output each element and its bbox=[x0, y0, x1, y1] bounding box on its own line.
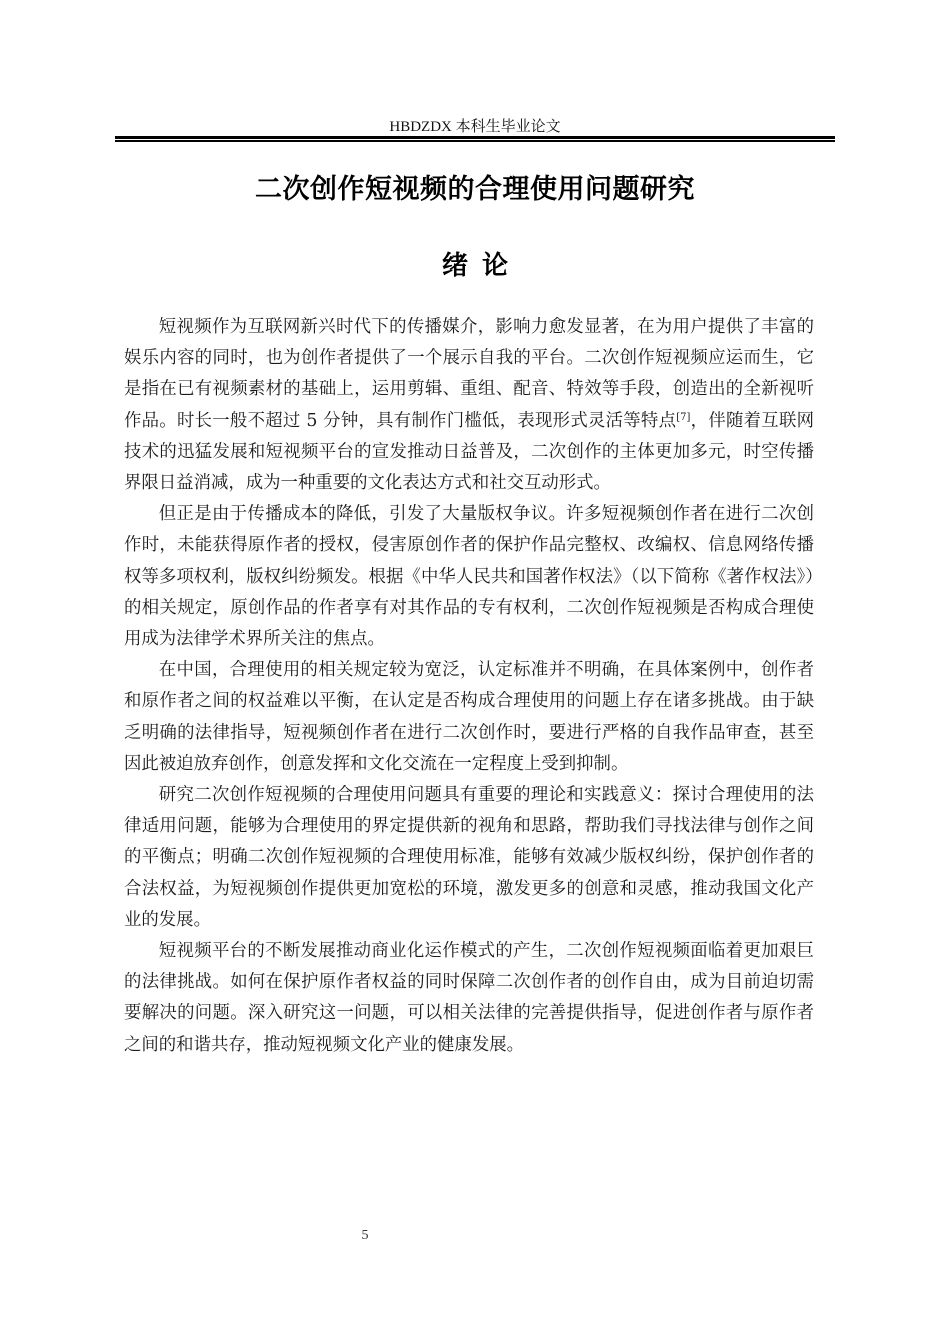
section-heading-introduction: 绪论 bbox=[441, 251, 522, 281]
paragraph-5: 短视频平台的不断发展推动商业化运作模式的产生，二次创作短视频面临着更加艰巨的法律挑战。如何在保护原作者权益的同时保障二次创作者的创作自由，成为目前迫切需要解决的问题。深入研究这一问题，可以相关法律的完善提供指导，促进创作者与原作者之间的和谐共存，推动短视频文化产业的健康发展。 bbox=[124, 941, 814, 1055]
paragraph-3: 在中国，合理使用的相关规定较为宽泛，认定标准并不明确，在具体案例中，创作者和原作者之间的权益难以平衡，在认定是否构成合理使用的问题上存在诸多挑战。由于缺乏明确的法律指导，短视频创作者在进行二次创作时，要进行严格的自我作品审查，甚至因此被迫放弃创作，创意发挥和文化交流在一定程度上受到抑制。 bbox=[124, 660, 814, 774]
paragraph-2: 但正是由于传播成本的降低，引发了大量版权争议。许多短视频创作者在进行二次创作时，未能获得原作者的授权，侵害原创作者的保护作品完整权、改编权、信息网络传播权等多项权利，版权纠纷频发。根据《中华人民共和国著作权法》（以下简称《著作权法》）的相关规定，原创作品的作者享有对其作品的专有权利，二次创作短视频是否构成合理使用成为法律学术界所关注的焦点。 bbox=[124, 504, 814, 650]
header-rule-thin bbox=[115, 140, 835, 142]
running-header: HBDZDX 本科生毕业论文 bbox=[389, 119, 561, 135]
header-double-rule bbox=[115, 136, 835, 142]
paragraph-1-text-a: 短视频作为互联网新兴时代下的传播媒介，影响力愈发显著，在为用户提供了丰富的娱乐内容的同时，也为创作者提供了一个展示自我的平台。二次创作短视频应运而生，它是指在已有视频素材的基础上，运用剪辑、重组、配音、特效等手段，创造出的全新视听作品。时长一般不超过 5 分钟，具有制作门槛低，表现形式灵活等特点 bbox=[124, 317, 814, 431]
page-number: 5 bbox=[361, 1228, 369, 1243]
body-text bbox=[124, 312, 814, 1061]
paragraph-4: 研究二次创作短视频的合理使用问题具有重要的理论和实践意义：探讨合理使用的法律适用问题，能够为合理使用的界定提供新的视角和思路，帮助我们寻找法律与创作之间的平衡点；明确二次创作短视频的合理使用标准，能够有效减少版权纠纷，保护创作者的合法权益，为短视频创作提供更加宽松的环境，激发更多的创意和灵感，推动我国文化产业的发展。 bbox=[124, 785, 814, 930]
thesis-title: 二次创作短视频的合理使用问题研究 bbox=[255, 174, 695, 205]
header-rule-thick bbox=[115, 136, 835, 139]
citation-reference: [7] bbox=[676, 411, 691, 423]
paragraph-1-text-b: ，伴随着互联网技术的迅猛发展和短视频平台的宣发推动日益普及，二次创作的主体更加多元，时空传播界限日益消减，成为一种重要的文化表达方式和社交互动形式。 bbox=[124, 410, 814, 494]
paragraph-1 bbox=[124, 312, 814, 499]
